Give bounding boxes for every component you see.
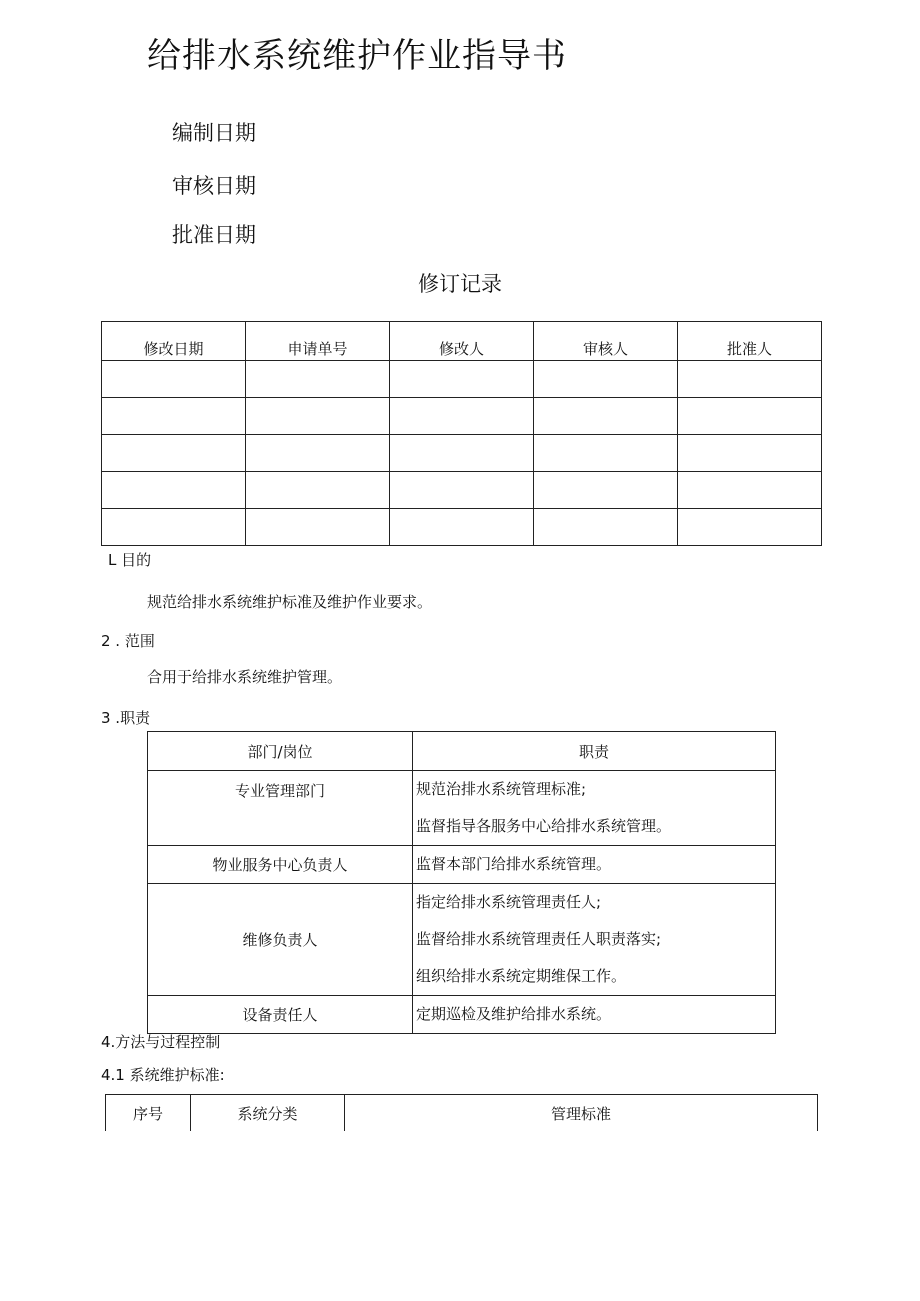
standards-table [105,1094,818,1131]
review-date-label: 审核日期 [172,174,256,198]
cell [390,435,534,472]
table-header-row [148,732,776,771]
section-2-text: 合用于给排水系统维护管理。 [147,668,343,686]
header-cell: 审核人 [534,322,678,361]
table-row [102,361,822,398]
duty-item: 指定给排水系统管理责任人; [416,893,602,911]
dept-cell: 维修负责人 [148,884,413,996]
section-3-heading: 3 .职责 [101,709,151,727]
cell [390,398,534,435]
table-row [102,509,822,546]
section-1-text: 规范给排水系统维护标准及维护作业要求。 [147,593,433,611]
cell [534,472,678,509]
cell [102,361,246,398]
section-4-1-heading: 4.1 系统维护标准: [101,1066,225,1084]
table-row [148,846,776,884]
cell [678,472,822,509]
cell [678,361,822,398]
table-row [102,398,822,435]
table-row [148,884,776,996]
dept-cell: 设备责任人 [148,996,413,1034]
cell [390,509,534,546]
table-row [148,996,776,1034]
cell [246,472,390,509]
cell [246,509,390,546]
header-cell: 序号 [106,1095,191,1132]
cell [102,398,246,435]
table-row [102,472,822,509]
duty-item: 组织给排水系统定期维保工作。 [416,967,627,985]
cell [102,472,246,509]
dept-cell: 物业服务中心负责人 [148,846,413,884]
cell [534,398,678,435]
header-cell: 申请单号 [246,322,390,361]
cell [390,361,534,398]
cell [534,435,678,472]
header-cell: 管理标准 [345,1095,818,1132]
header-cell: 部门/岗位 [148,732,413,771]
section-1-heading: L 目的 [108,551,152,569]
cell [246,435,390,472]
compile-date-label: 编制日期 [172,121,256,145]
cell [678,398,822,435]
revision-title: 修订记录 [418,272,502,296]
cell [102,435,246,472]
revision-table [101,321,822,546]
cell [246,361,390,398]
duty-item: 规范治排水系统管理标准; [416,780,587,798]
duty-item: 定期巡检及维护给排水系统。 [416,1005,612,1023]
header-cell: 修改人 [390,322,534,361]
table-row [148,771,776,846]
duty-item: 监督给排水系统管理责任人职责落实; [416,930,662,948]
table-header-row [106,1095,818,1132]
cell [678,435,822,472]
header-cell: 批准人 [678,322,822,361]
approve-date-label: 批准日期 [172,223,256,247]
header-cell: 职责 [413,732,776,771]
header-cell: 系统分类 [191,1095,345,1132]
cell [246,398,390,435]
section-4-heading: 4.方法与过程控制 [101,1033,221,1051]
table-row [102,435,822,472]
duties-table [147,731,776,1034]
cell [678,509,822,546]
duty-item: 监督指导各服务中心给排水系统管理。 [416,817,672,835]
cell [102,509,246,546]
table-header-row [102,322,822,361]
section-2-heading: 2 . 范围 [101,632,155,650]
cell [534,509,678,546]
cell [534,361,678,398]
document-title: 给排水系统维护作业指导书 [147,36,567,76]
header-cell: 修改日期 [102,322,246,361]
dept-cell: 专业管理部门 [148,771,413,846]
cell [390,472,534,509]
duty-item: 监督本部门给排水系统管理。 [416,855,612,873]
